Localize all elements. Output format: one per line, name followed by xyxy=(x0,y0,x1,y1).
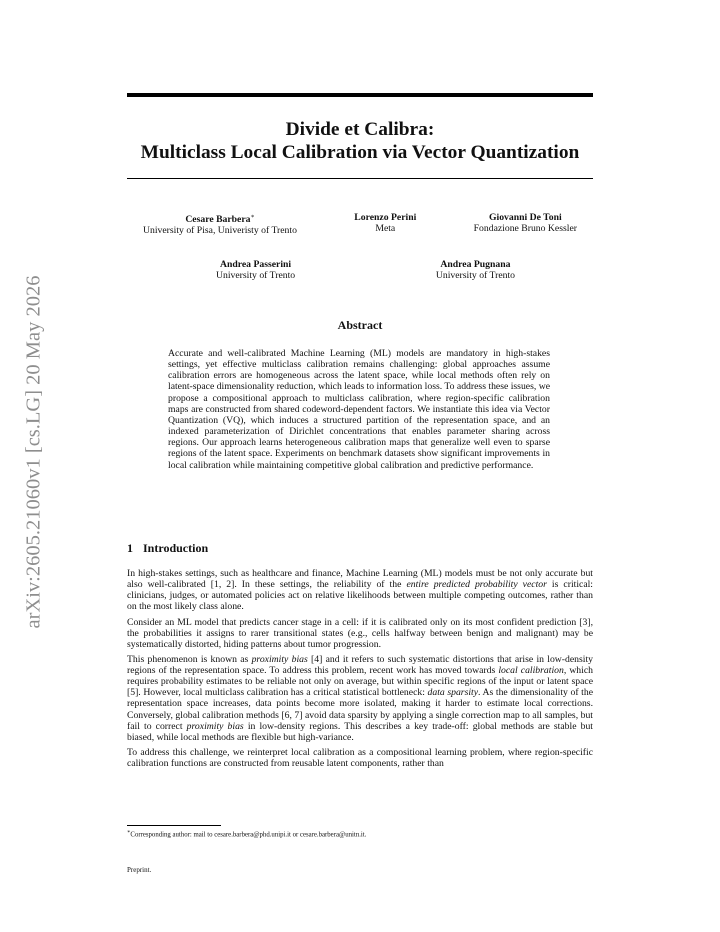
section-number: 1 xyxy=(127,541,133,555)
footer-label: Preprint. xyxy=(127,866,152,874)
author-affiliation: University of Pisa, Univeristy of Trento xyxy=(143,225,297,237)
author-row-1 xyxy=(127,212,593,236)
author-block xyxy=(216,259,295,281)
paragraph: In high-stakes settings, such as healthcare and finance, Machine Learning (ML) models must be not only accurate but also well-calibrated [1, 2]. In these settings, the reliability of the entire predicted probability vector is critical: clinicians, judges, or automated policies act on relative likelihoods between multiple competing outcomes, rather than on the most likely class alone. xyxy=(127,568,593,613)
author-affiliation: University of Trento xyxy=(435,270,515,281)
abstract-heading: Abstract xyxy=(337,318,383,332)
title-line-1: Divide et Calibra: xyxy=(285,119,435,140)
section-title: Introduction xyxy=(143,541,209,555)
author-affiliation: Meta xyxy=(375,223,396,234)
title-top-rule xyxy=(127,93,593,97)
emphasis: data sparsity xyxy=(427,687,479,699)
author-block xyxy=(354,212,416,236)
title-bottom-rule xyxy=(127,178,593,179)
author-name: Cesare Barbera xyxy=(185,214,251,226)
emphasis: local calibration xyxy=(498,665,564,677)
author-row-2 xyxy=(127,259,593,281)
paragraph: This phenomenon is known as proximity bias [4] and it refers to such systematic distortions that arise in low-density regions of the representation space. To address this problem, recent work has moved towards local calibration, which requires probability estimates to be reliable not only on average, but within specific regions of the input or latent space [5]. However, local multiclass calibration has a critical statistical bottleneck: data sparsity. As the dimensionality of the representation space increases, data points become more isolated, making it harder to estimate local corrections. Conversely, global calibration methods [6, 7] avoid data sparsity by applying a single correction map to all samples, but fail to correct proximity bias in low-density regions. This describes a key trade-off: global methods are stable but biased, while local methods are flexible but high-variance. xyxy=(127,654,593,743)
footnote xyxy=(127,829,593,839)
author-footnote-mark: ∗ xyxy=(250,214,255,220)
abstract-text: Accurate and well-calibrated Machine Learning (ML) models are mandatory in high-stakes settings, yet effective multiclass calibration remains challenging: global approaches assume calibration errors are homogeneous across the latent space, while local methods often rely on latent-space dimensionality reduction, which leads to information loss. To address these issues, we propose a compositional approach to multiclass calibration, where region-specific calibration maps are constructed from shared codeword-dependent factors. We instantiate this idea via Vector Quantization (VQ), which induces a structured partition of the representation space, and an indexed parameterization of Dirichlet concentrations that enables parameter sharing across regions. Our approach learns heterogeneous calibration maps that generalize well even to sparse regions of the latent space. Experiments on benchmark datasets show significant improvements in local calibration while maintaining competitive global calibration and predictive performance. xyxy=(168,348,550,471)
paragraph: To address this challenge, we reinterpret local calibration as a compositional learning problem, where region-specific calibration functions are constructed from reusable latent components, rather than xyxy=(127,746,593,770)
emphasis: proximity bias xyxy=(186,720,244,732)
author-name: Andrea Pugnana xyxy=(440,259,511,270)
author-block xyxy=(436,259,515,281)
arxiv-identifier xyxy=(24,252,44,652)
author-block xyxy=(143,212,297,236)
paper-title xyxy=(127,118,593,164)
footnote-mark: ∗ xyxy=(127,830,131,835)
author-affiliation: Fondazione Bruno Kessler xyxy=(473,223,577,234)
author-name: Lorenzo Perini xyxy=(354,212,417,223)
footnote-rule xyxy=(127,825,221,826)
arxiv-identifier-text: arXiv:2605.21060v1 [cs.LG] 20 May 2026 xyxy=(22,275,45,629)
author-name: Giovanni De Toni xyxy=(488,212,562,223)
section-heading xyxy=(127,541,208,556)
author-affiliation: University of Trento xyxy=(216,270,296,281)
author-block xyxy=(474,212,577,236)
footnote-text: Corresponding author: mail to cesare.barbera@phd.unipi.it or cesare.barbera@unitn.it. xyxy=(130,831,367,839)
title-line-2: Multiclass Local Calibration via Vector Quantization xyxy=(140,142,580,163)
emphasis: proximity bias xyxy=(251,654,308,666)
paragraph: Consider an ML model that predicts cancer stage in a cell: if it is calibrated only on its most confident prediction [3], the probabilities it assigns to rarer transitional states (e.g., cells halfway between benign and malignant) may be systematically distorted, hiding patterns about tumor progression. xyxy=(127,616,593,650)
introduction-body xyxy=(127,568,593,773)
emphasis: entire predicted probability vector xyxy=(406,579,547,591)
author-name: Andrea Passerini xyxy=(219,259,292,270)
